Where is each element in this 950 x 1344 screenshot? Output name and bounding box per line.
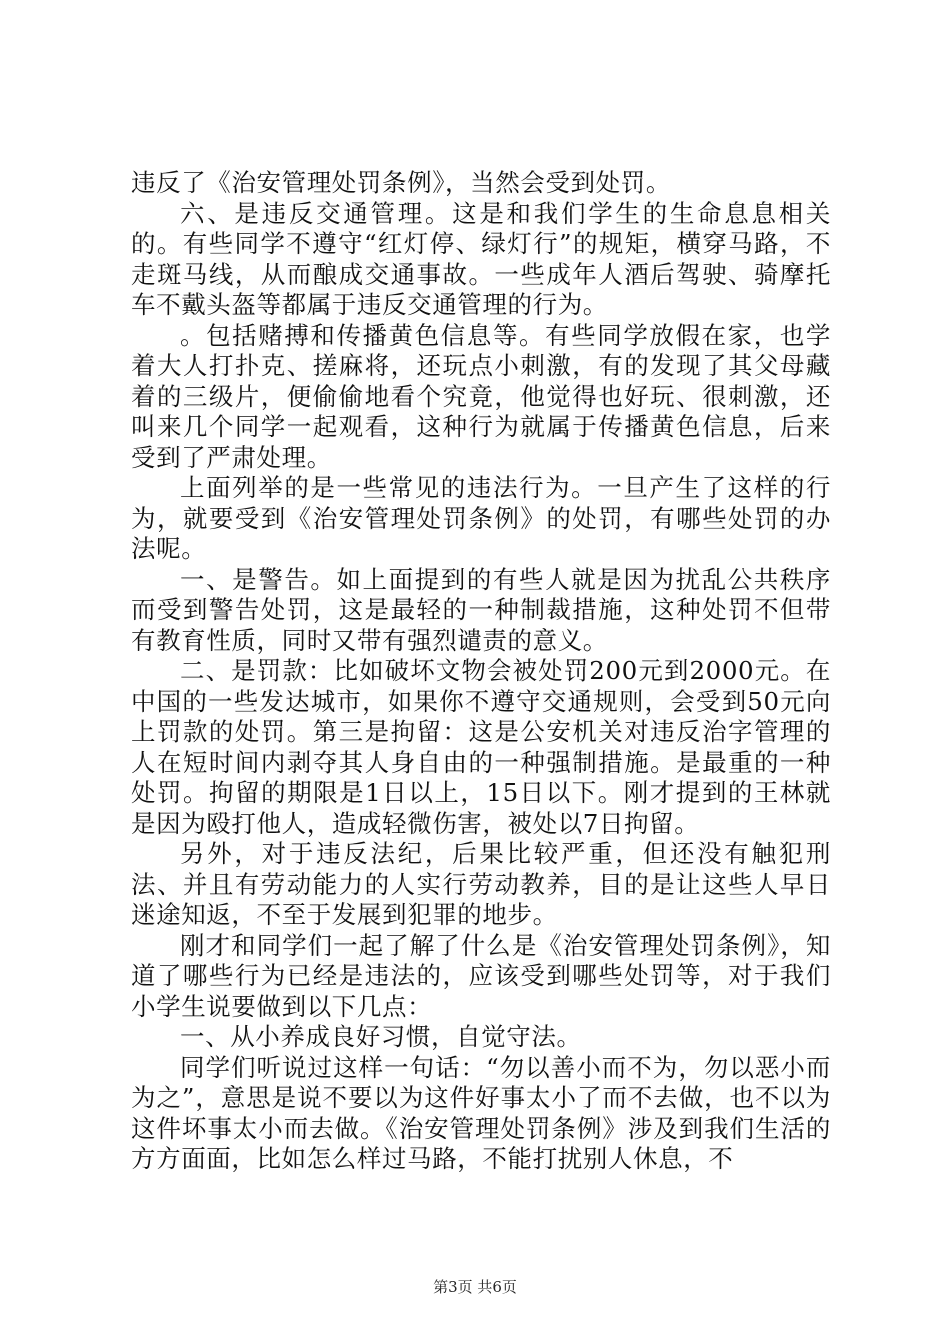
paragraph: 一、从小养成良好习惯，自觉守法。 <box>180 1022 582 1051</box>
page-number: 第3页 共6页 <box>433 1278 517 1296</box>
paragraph: 二、是罚款：比如破坏文物会被处罚200元到2000元。在中国的一些发达城市，如果你不遵守交通规则，会受到50元向上罚款的处罚。第三是拘留：这是公安机关对违反治字管理的人在短时间内剥夺其人身自由的一种强制措施。是最重的一种处罚。拘留的期限是1日以上，15日以下。刚才提到的王林就是因为殴打他人，造成轻微伤害，被处以7日拘留。 <box>131 656 831 838</box>
paragraph: 刚才和同学们一起了解了什么是《治安管理处罚条例》，知道了哪些行为已经是违法的，应该受到哪些处罚等，对于我们小学生说要做到以下几点： <box>131 930 831 1021</box>
document-body <box>131 168 831 1175</box>
page-footer <box>0 1276 950 1297</box>
paragraph: 一、是警告。如上面提到的有些人就是因为扰乱公共秩序而受到警告处罚，这是最轻的一种制裁措施，这种处罚不但带有教育性质，同时又带有强烈谴责的意义。 <box>131 564 831 655</box>
paragraph: 上面列举的是一些常见的违法行为。一旦产生了这样的行为，就要受到《治安管理处罚条例》的处罚，有哪些处罚的办法呢。 <box>131 473 831 563</box>
paragraph: 另外，对于违反法纪，后果比较严重，但还没有触犯刑法、并且有劳动能力的人实行劳动教养，目的是让这些人早日迷途知返，不至于发展到犯罪的地步。 <box>131 839 831 929</box>
paragraph: 违反了《治安管理处罚条例》，当然会受到处罚。 <box>131 168 671 197</box>
paragraph: 六、是违反交通管理。这是和我们学生的生命息息相关的。有些同学不遵守“红灯停、绿灯行”的规矩，横穿马路，不走斑马线，从而酿成交通事故。一些成年人酒后驾驶、骑摩托车不戴头盔等都属于违反交通管理的行为。 <box>131 198 831 319</box>
paragraph: 。包括赌搏和传播黄色信息等。有些同学放假在家，也学着大人打扑克、搓麻将，还玩点小刺激，有的发现了其父母藏着的三级片，便偷偷地看个究竟，他觉得也好玩、很刺激，还叫来几个同学一起观看，这种行为就属于传播黄色信息，后来受到了严肃处理。 <box>131 320 831 472</box>
paragraph: 同学们听说过这样一句话：“勿以善小而不为，勿以恶小而为之”，意思是说不要以为这件好事太小了而不去做，也不以为这件坏事太小而去做。《治安管理处罚条例》涉及到我们生活的方方面面，比如怎么样过马路，不能打扰别人休息，不 <box>131 1052 831 1173</box>
